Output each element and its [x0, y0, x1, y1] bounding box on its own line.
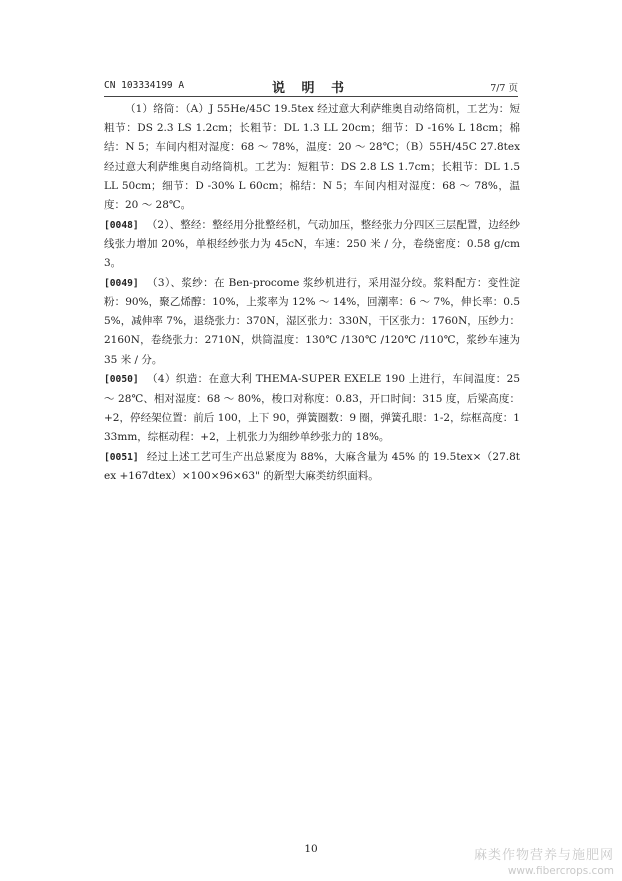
paragraph-0047	[104, 100, 520, 215]
page-of-total: 7/7 页	[490, 83, 518, 94]
document-title: 说 明 书	[271, 81, 351, 96]
paragraph-number: [0049]	[104, 277, 139, 289]
paragraph-number: [0050]	[104, 374, 139, 386]
watermark-text: 麻类作物营养与施肥网	[473, 848, 614, 863]
document-body	[104, 100, 520, 487]
paragraph-number: [0048]	[104, 219, 139, 231]
page-header	[104, 77, 518, 95]
paragraph-0048	[104, 216, 520, 274]
paragraph-text: （4）织造：在意大利 THEMA-SUPER EXELE 190 上进行，车间温度：25 ～ 28℃、相对湿度：68 ～ 80%，梭口对称度：0.83，开口时间：315 度，后梁高度：+2，停经架位置：前后 100，上下 90，弹簧圈数：9 圈，弹簧孔眼：1-2，综框高度：133mm，综框动程：+2，上机张力为细纱单纱张力的 18%。	[104, 373, 520, 443]
paragraph-0049	[104, 274, 520, 370]
header-rule	[104, 96, 518, 97]
paragraph-text: （3）、浆纱：在 Ben-procome 浆纱机进行，采用湿分绞。浆料配方：变性淀粉：90%，聚乙烯醇：10%，上浆率为 12% ～ 14%，回潮率：6 ～ 7%，伸长率：0.55%，减伸率 7%，退绕张力：370N，湿区张力：330N，干区张力：1760N，压纱力：2160N，卷绕张力：2710N，烘筒温度：130℃ /130℃ /120℃ /110℃，浆纱车速为 35 米 / 分。	[104, 276, 520, 366]
paragraph-0050	[104, 370, 520, 447]
watermark	[444, 848, 614, 878]
paragraph-text: （2）、整经：整经用分批整经机，气动加压，整经张力分四区三层配置，边经纱线张力增加 20%，单根经纱张力为 45cN，车速：250 米 / 分，卷绕密度：0.58 g/cm3。	[104, 218, 520, 270]
paragraph-text: 经过上述工艺可生产出总紧度为 88%，大麻含量为 45% 的 19.5tex×（27.8tex +167dtex）×100×96×63" 的新型大麻类纺织面料。	[104, 450, 520, 482]
paragraph-0051	[104, 448, 520, 486]
page-number: 10	[304, 843, 318, 855]
watermark-url: www.fibercrops.com	[507, 865, 614, 877]
paragraph-text: （1）络筒：（A）J 55He/45C 19.5tex 经过意大利萨维奥自动络筒机，工艺为：短粗节：DS 2.3 LS 1.2cm；长粗节：DL 1.3 LL 20cm；细节：D -16% L 18cm；棉结：N 5；车间内相对湿度：68 ～ 78%，温度：20 ～ 28℃；（B）55H/45C 27.8tex 经过意大利萨维奥自动络筒机。工艺为：短粗节：DS 2.8 LS 1.7cm；长粗节：DL 1.5 LL 50cm；细节：D -30% L 60cm；棉结：N 5；车间内相对湿度：68 ～ 78%，温度：20 ～ 28℃。	[104, 103, 520, 212]
paragraph-number: [0051]	[104, 451, 139, 463]
document-number: CN 103334199 A	[104, 80, 185, 91]
